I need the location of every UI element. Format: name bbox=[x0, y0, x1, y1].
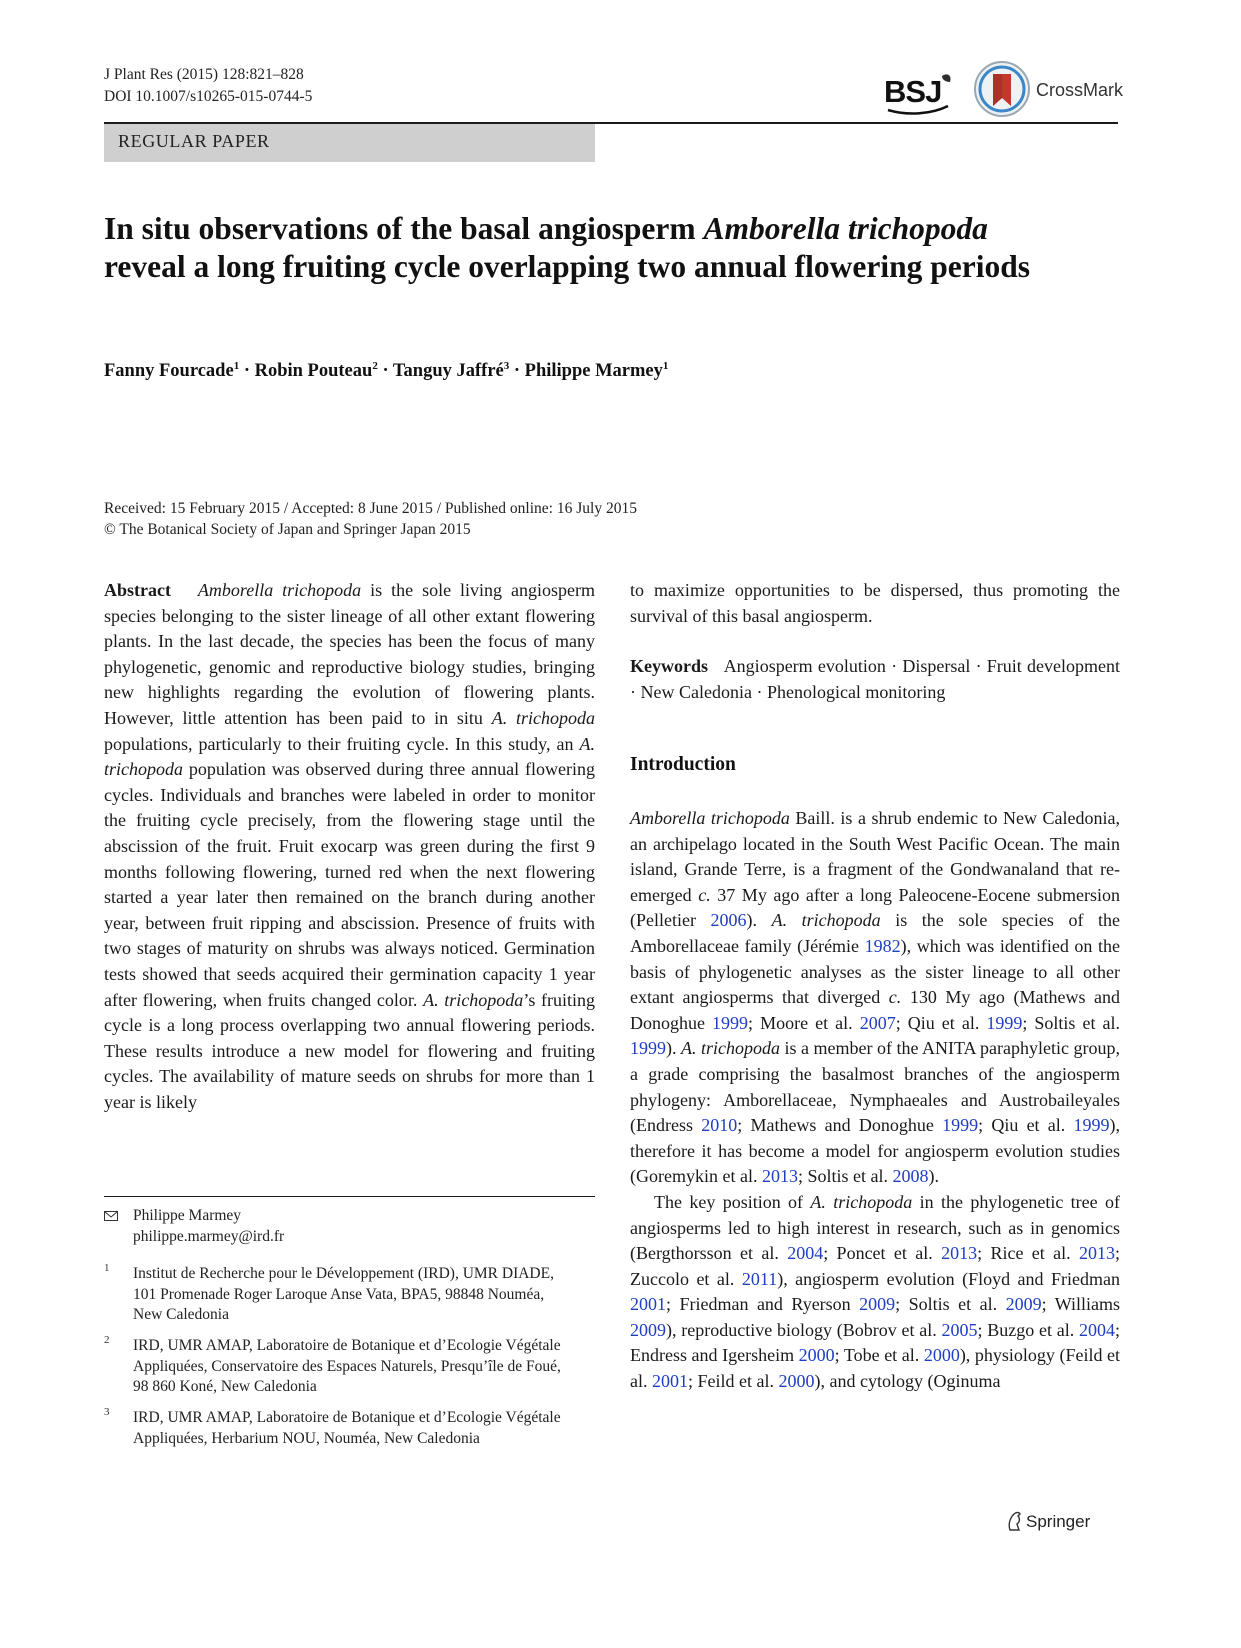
citation-link[interactable]: 1999 bbox=[1073, 1115, 1110, 1136]
citation-link[interactable]: 2009 bbox=[630, 1319, 666, 1340]
paragraph-text: ; Moore et al. bbox=[748, 1012, 860, 1033]
citation-link[interactable]: 2013 bbox=[941, 1243, 978, 1264]
italic-term: c. bbox=[698, 884, 711, 905]
doi[interactable]: DOI 10.1007/s10265-015-0744-5 bbox=[104, 88, 313, 105]
abstract-continuation bbox=[630, 578, 1120, 629]
paragraph-text: ). bbox=[666, 1038, 681, 1059]
paragraph-text: ; Soltis et al. bbox=[797, 1166, 893, 1187]
abstract-text: ’s fruiting cycle is a long process overlapping two annual flowering periods. These results introduce a new model for flowering and fruiting cycles. The availability of mature seeds on shrubs for more than 1 year is likely bbox=[104, 989, 596, 1112]
abstract-text: is the sole living angiosperm species belonging to the sister lineage of all other extant flowering plants. In the last decade, the species has been the focus of many phylogenetic, genomic and reproductive biology studies, bringing new highlights regarding the evolution of flowering plants. However, little attention has been paid to in situ bbox=[104, 580, 595, 728]
author-name[interactable]: Fanny Fourcade bbox=[104, 361, 234, 382]
affiliation-number: 3 bbox=[104, 1406, 110, 1418]
article-title bbox=[104, 210, 1064, 286]
citation-link[interactable]: 2011 bbox=[741, 1268, 778, 1289]
citation-link[interactable]: 2001 bbox=[630, 1294, 666, 1315]
paragraph-text: ), therefore it has become a model for angiosperm evolution studies (Goremykin et al. bbox=[630, 1115, 1121, 1187]
citation-link[interactable]: 2008 bbox=[892, 1166, 929, 1187]
introduction-paragraph bbox=[630, 806, 1120, 1190]
keywords-label: Keywords bbox=[630, 656, 708, 676]
paragraph-text: ). bbox=[746, 910, 772, 931]
paragraph-text: ; Mathews and Donoghue bbox=[737, 1115, 943, 1136]
abstract-species: A. trichopoda bbox=[491, 707, 595, 728]
citation-link[interactable]: 2001 bbox=[652, 1371, 688, 1392]
section-label-bar bbox=[104, 124, 595, 162]
paragraph-text: is a member of the ANITA paraphyletic group, a grade comprising the basalmost branches of the angiosperm phylogeny: Amborellaceae, Nymphaeales and Austrobaileyales (Endress bbox=[630, 1038, 1120, 1136]
author-affiliation-mark: 1 bbox=[662, 360, 669, 372]
affiliation-number: 1 bbox=[104, 1262, 110, 1274]
paragraph-text: 37 My ago after a long Paleocene-Eocene submersion (Pelletier bbox=[630, 884, 1120, 931]
citation-link[interactable]: 1999 bbox=[986, 1012, 1023, 1033]
citation-link[interactable]: 2005 bbox=[941, 1319, 978, 1340]
paragraph-text: ; Qiu et al. bbox=[978, 1115, 1074, 1136]
abstract-text: population was observed during three annual flowering cycles. Individuals and branches were labeled in order to monitor the fruiting cycle precisely, from the flowering stage until the abscission of the fruit. Fruit exocarp was green during the first 9 months following flowering, turned red when the next flowering started a year later then remained on the branch during another year, between fruit ripping and abscission. Presence of fruits with two stages of maturity on shrubs was always noticed. Germination tests showed that seeds acquired their germination capacity 1 year after flowering, when fruits changed color. bbox=[104, 759, 595, 1010]
paragraph-text: ), physiology (Feild et al. bbox=[630, 1345, 1120, 1392]
italic-term: c. bbox=[888, 987, 902, 1008]
title-text: In situ observations of the basal angiosperm bbox=[104, 211, 704, 246]
author-separator: · bbox=[239, 361, 255, 382]
abstract-text: populations, particularly to their fruiting cycle. In this study, an bbox=[104, 733, 580, 754]
crossmark-label[interactable]: CrossMark bbox=[1036, 80, 1124, 100]
article-history bbox=[104, 498, 637, 540]
paragraph-text: ), and cytology (Oginuma bbox=[814, 1371, 1001, 1392]
abstract-species: Amborella trichopoda bbox=[197, 580, 362, 600]
title-text-end: reveal a long fruiting cycle overlapping two annual flowering periods bbox=[104, 249, 1031, 284]
author-separator: · bbox=[377, 361, 393, 382]
citation-link[interactable]: 2009 bbox=[1005, 1294, 1042, 1315]
paragraph-text: ; Feild et al. bbox=[688, 1371, 779, 1392]
citation-link[interactable]: 1999 bbox=[630, 1038, 666, 1059]
author-list bbox=[104, 360, 668, 382]
paragraph-text: ), which was identified on the basis of phylogenetic analyses as the sister lineage to all other extant angiosperms that diverged bbox=[630, 935, 1120, 1008]
paragraph-text: ; Tobe et al. bbox=[834, 1345, 924, 1366]
citation-link[interactable]: 2004 bbox=[1078, 1319, 1115, 1340]
copyright-notice: © The Botanical Society of Japan and Springer Japan 2015 bbox=[104, 521, 471, 538]
citation-link[interactable]: 2010 bbox=[701, 1115, 738, 1136]
title-species: Amborella trichopoda bbox=[703, 211, 988, 246]
corresponding-author bbox=[133, 1206, 563, 1247]
paragraph-text: ; Soltis et al. bbox=[1022, 1012, 1121, 1033]
author-affiliation-mark: 3 bbox=[503, 360, 510, 372]
abstract bbox=[104, 578, 595, 1115]
citation-link[interactable]: 2006 bbox=[710, 910, 747, 931]
envelope-icon bbox=[104, 1211, 118, 1221]
citation-link[interactable]: 1999 bbox=[942, 1115, 979, 1136]
paragraph-text: ; Rice et al. bbox=[977, 1243, 1079, 1264]
author-affiliation-mark: 2 bbox=[372, 360, 378, 372]
introduction-paragraph bbox=[630, 1190, 1120, 1395]
citation-link[interactable]: 2013 bbox=[1078, 1243, 1115, 1264]
author-affiliation-mark: 1 bbox=[233, 360, 240, 372]
abstract-continuation-text: to maximize opportunities to be dispersed, thus promoting the survival of this basal angiosperm. bbox=[630, 580, 1120, 626]
abstract-species: A. trichopoda bbox=[104, 733, 595, 780]
citation-link[interactable]: 2007 bbox=[859, 1012, 896, 1033]
footnote-rule bbox=[104, 1196, 595, 1197]
keywords-list: Angiosperm evolution · Dispersal · Fruit development · New Caledonia · Phenological monitoring bbox=[630, 656, 1120, 702]
keywords bbox=[630, 654, 1120, 705]
section-label: REGULAR PAPER bbox=[118, 131, 270, 151]
publication-dates: Received: 15 February 2015 / Accepted: 8 June 2015 / Published online: 16 July 2015 bbox=[104, 500, 637, 517]
paragraph-text: ; Williams bbox=[1041, 1294, 1121, 1315]
journal-citation: J Plant Res (2015) 128:821–828 bbox=[104, 66, 304, 83]
author-separator: · bbox=[509, 361, 525, 382]
paragraph-text: 130 My ago (Mathews and Donoghue bbox=[630, 987, 1120, 1033]
author-name[interactable]: Robin Pouteau bbox=[254, 361, 373, 382]
citation-link[interactable]: 2009 bbox=[859, 1294, 896, 1315]
abstract-label: Abstract bbox=[104, 580, 171, 600]
paragraph-text: ), angiosperm evolution (Floyd and Friedman bbox=[777, 1268, 1120, 1289]
paragraph-text: ; Friedman and Ryerson bbox=[666, 1294, 860, 1315]
corresponding-email[interactable]: philippe.marmey@ird.fr bbox=[133, 1227, 285, 1245]
publisher-name: Springer bbox=[1026, 1512, 1091, 1531]
italic-term: A. trichopoda bbox=[771, 910, 881, 931]
author-name[interactable]: Philippe Marmey bbox=[524, 361, 663, 382]
paragraph-text: Baill. is a shrub endemic to New Caledonia, an archipelago located in the South West Pacific Ocean. The main island, Grande Terre, is a fragment of the Gondwanaland that re-emerged bbox=[630, 808, 1120, 905]
citation-link[interactable]: 2000 bbox=[778, 1371, 815, 1392]
introduction-body bbox=[630, 806, 1120, 1395]
paragraph-text: ; Qiu et al. bbox=[895, 1012, 987, 1033]
author-name[interactable]: Tanguy Jaffré bbox=[392, 361, 504, 382]
corresponding-name: Philippe Marmey bbox=[133, 1207, 242, 1224]
paragraph-text: ), reproductive biology (Bobrov et al. bbox=[666, 1319, 942, 1340]
paragraph-text: ). bbox=[928, 1166, 939, 1187]
citation-link[interactable]: 2000 bbox=[798, 1345, 835, 1366]
paragraph-text: The key position of bbox=[654, 1191, 811, 1212]
paragraph-text: in the phylogenetic tree of angiosperms led to high interest in research, such as in genomics (Bergthorsson et al. bbox=[630, 1191, 1121, 1264]
paragraph-text: ; Soltis et al. bbox=[895, 1294, 1006, 1315]
citation-link[interactable]: 2000 bbox=[923, 1345, 960, 1366]
bsj-logo bbox=[884, 70, 954, 116]
affiliation-number: 2 bbox=[104, 1334, 110, 1346]
crossmark-icon[interactable] bbox=[973, 60, 1031, 118]
paragraph-text: ; Zuccolo et al. bbox=[630, 1243, 1120, 1289]
italic-term: Amborella trichopoda bbox=[630, 808, 790, 828]
affiliation-text: IRD, UMR AMAP, Laboratoire de Botanique et d’Ecologie Végétale Appliquées, Conservatoire des Espaces Naturels, Presqu’île de Foué, 98 860 Koné, New Caledonia bbox=[133, 1337, 561, 1395]
abstract-species: A. trichopoda bbox=[423, 989, 524, 1010]
italic-term: A. trichopoda bbox=[810, 1191, 913, 1212]
citation-link[interactable]: 1982 bbox=[864, 935, 901, 956]
paragraph-text: ; Endress and Igersheim bbox=[630, 1319, 1120, 1366]
bsj-leaf-icon bbox=[884, 70, 954, 116]
paragraph-text: ; Buzgo et al. bbox=[977, 1319, 1079, 1340]
bsj-logo-text: BSJ bbox=[884, 74, 942, 109]
springer-horse-icon bbox=[1006, 1510, 1024, 1532]
affiliation-text: IRD, UMR AMAP, Laboratoire de Botanique et d’Ecologie Végétale Appliquées, Herbarium NOU, Nouméa, New Caledonia bbox=[133, 1409, 561, 1447]
paragraph-text: is the sole species of the Amborellaceae family (Jérémie bbox=[630, 910, 1120, 956]
paragraph-text: ; Poncet et al. bbox=[823, 1243, 942, 1264]
citation-link[interactable]: 2004 bbox=[787, 1243, 824, 1264]
citation-link[interactable]: 1999 bbox=[712, 1012, 749, 1033]
affiliation-text: Institut de Recherche pour le Développement (IRD), UMR DIADE, 101 Promenade Roger Laroque Anse Vata, BPA5, 98848 Nouméa, New Caledonia bbox=[133, 1265, 554, 1323]
italic-term: A. trichopoda bbox=[681, 1038, 780, 1059]
citation-link[interactable]: 2013 bbox=[761, 1166, 798, 1187]
introduction-heading: Introduction bbox=[630, 754, 736, 775]
